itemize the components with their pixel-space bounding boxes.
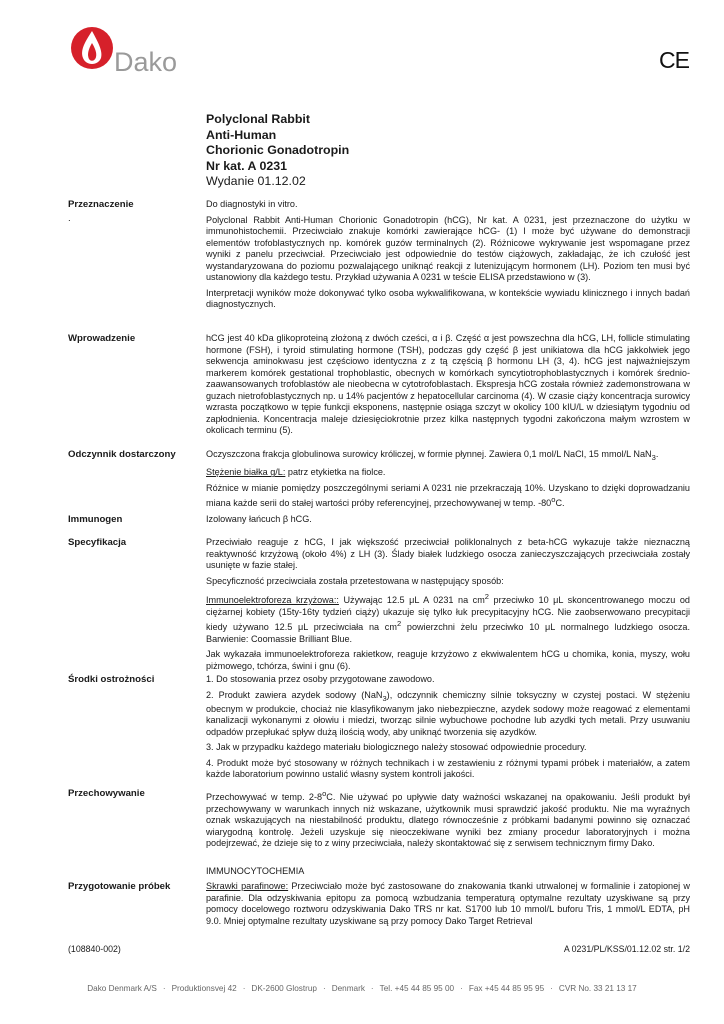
address-separator: · bbox=[550, 984, 553, 993]
company-address bbox=[0, 984, 724, 993]
paragraph: 3. Jak w przypadku każdego materiału biologicznego należy stosować odpowiednie procedury. bbox=[206, 742, 587, 753]
paragraph: Izolowany łańcuch β hCG. bbox=[206, 514, 312, 524]
dako-wordmark: Dako bbox=[114, 47, 178, 76]
paragraph: Przeciwiało reaguje z hCG, I jak większość przeciwciał poliklonalnych z beta-hCG wykazuje także nieznaczną reaktywność krzyżową (około 4%) z LH (3). Ślady białek ludzkiego osocza zanieczyszczających przeciwciała zostały usunięte w fazie stałej. bbox=[206, 537, 690, 570]
paragraph: Różnice w mianie pomiędzy poszczególnymi seriami A 0231 nie przekraczają 10%. Uzyskano to dzięki doprowadzaniu miana każde serii do stałej wartości próby referencyjnej, przechowywanej w temp. -80$^o$C. bbox=[206, 482, 690, 509]
address-item: DK-2600 Glostrup bbox=[251, 984, 317, 993]
address-separator: · bbox=[460, 984, 463, 993]
heading-immunocytochemia bbox=[206, 866, 690, 882]
address-item: CVR No. 33 21 13 17 bbox=[558, 984, 637, 993]
page-reference: A 0231/PL/KSS/01.12.02 str. 1/2 bbox=[563, 944, 690, 954]
label-dot: . bbox=[68, 213, 71, 224]
paragraph: Do diagnostyki in vitro. bbox=[206, 199, 298, 209]
paragraph: 2. Produkt zawiera azydek sodowy (NaN$_3$), odczynnik chemiczny silnie toksyczny w czystej postaci. W stężeniu obecnym w produkcie, chociaż nie klasyfikowanym jako niebezpieczne, azydek sodowy może reagować z elementami kanalizacji wykonanymi z ołowiu i miedzi, tworząc silnie wybuchowe pochodne lub azydki tych metali. Przy usuwaniu odpadów przepłukać spływ dużą ilością wody, aby uniknąć tworzenia się azydków. bbox=[206, 689, 690, 737]
section-przechowywanie bbox=[206, 788, 690, 854]
catalog-number: Nr kat. A 0231 bbox=[206, 158, 288, 173]
address-separator: · bbox=[242, 984, 246, 993]
address-separator: · bbox=[370, 984, 374, 993]
section-srodki bbox=[206, 674, 690, 785]
paragraph: Interpretacji wyników może dokonywać tylko osoba wykwalifikowana, w kontekście wywiadu klinicznego i innych badań diagnostycznych. bbox=[206, 287, 690, 309]
title-line-1: Polyclonal Rabbit bbox=[206, 112, 310, 126]
paragraph: hCG jest 40 kDa glikoproteiną złożoną z dwóch cześci, α i β. Część α jest powszechna dla hCG, LH, follicle stimulating hormone (FSH), i tyroid stimulating hormone (TSH), podczas gdy część β jest unikiatowa dla hCG jakkolwiek jego sekwencja aminokwasu jest częściowo identyczna z z tą częścią β hormonu LH (3, 4). hCG jest najważniejszym markerem komórek gestational trophoblastic, obecnych w komórkach syncytiotrophoblastycznych i komórek średnio-zaawansowanych trofoblastów ale nieobecna w cytotrofoblastach. Ekspresja hCG została również zademonstrowana w guzach nietrofoblastycznych np. u 14% pacjentów z hepatocellular carcinoma (4). W czasie ciąży koncentracja surowicy wzrasta początkowo w tępie funkcji eksponens, następnie osiąga szczyt w okolicy 100 kIU/L w dziesiątym tygodniu od zapłodnienia. Koncentracja maleje dziesięciokrotnie przez kilka następnych tygodni zakończona małym wzrostem w okolicach terminu (5). bbox=[206, 333, 690, 435]
paragraph: 1. Do stosowania przez osoby przygotowane zawodowo. bbox=[206, 674, 435, 684]
address-separator: · bbox=[322, 984, 326, 993]
label-przeznaczenie: Przeznaczenie bbox=[68, 199, 134, 210]
paragraph: 4. Produkt może być stosowany w różnych technikach i w zestawieniu z różnymi typami próbek i materiałów, a zatem każde laboratorium powinno ustalić własny system kontroli jakości. bbox=[206, 757, 690, 780]
label-odczynnik: Odczynnik dostarczony bbox=[68, 449, 176, 460]
paragraph: Skrawki parafinowe: Przeciwciało może być zastosowane do znakowania tkanki utrwalonej w formalinie i zatopionej w parafinie. Dla odzyskiwania epitopu za pomocą wzbudzania temperaturą optymalne rezultaty uzyskiwane są przy pomocy docelowego roztworu odzyskiwania Dako TRS nr kat. S1700 lub 10 mmol/L buforu Tris, 1 mmol/L EDTA, pH 9.0. Mniej optymalne rezultaty uzyskiwane są przy pomocy Dako Target Retrieval bbox=[206, 881, 691, 926]
title-line-2: Anti-Human bbox=[206, 127, 277, 142]
label-specyfikacja: Specyfikacja bbox=[68, 537, 127, 548]
dako-logo bbox=[68, 26, 192, 76]
paragraph: Oczyszczona frakcja globulinowa surowicy króliczej, w formie płynnej. Zawiera 0,1 mol/L NaCl, 15 mmol/L NaN$_3$. bbox=[206, 449, 659, 462]
product-title bbox=[206, 112, 349, 190]
section-przeznaczenie bbox=[206, 199, 690, 315]
section-wprowadzenie bbox=[206, 333, 690, 441]
address-item: Denmark bbox=[331, 984, 365, 993]
document-code: (108840-002) bbox=[68, 944, 121, 954]
paragraph: Polyclonal Rabbit Anti-Human Chorionic Gonadotropin (hCG), Nr kat. A 0231, jest przeznaczone do użytku w immunohistochemii. Przeciwciało znakuje komórki zawierające hCG- (1) I może być używane do demonstracji elementów trofoblastycznych np. komórek guzów terminalnych (2). Różnicowe wykrywanie jest wspomagane przez wyniki z panelu przeciwciał. Przeciwciało jest odpowiednie do testów ciążowych, zakładając, że ich czułość jest wystandaryzowana do poziomu pozwalającego uniknąć reakcji z lutenizującym hormonem (LH). Poziom ten musi być ustanowiony dla każdego testu. Przykład używania A 0231 w teście ELISA przedstawiono w (3). bbox=[206, 214, 690, 282]
label-przechowywanie: Przechowywanie bbox=[68, 788, 145, 799]
paragraph: Specyficzność przeciwciała została przetestowana w następujący sposób: bbox=[206, 575, 504, 586]
label-przygotowanie: Przygotowanie próbek bbox=[68, 881, 171, 892]
paragraph: Immunoelektroforeza krzyżowa:: Używając 12.5 μL A 0231 na $cm^2$ przeciwko 10 μL skoncentrowanego moczu od ciężarnej kobiety (15ty-16ty tydzień ciąży) ukazuje się tylko łuk precypitacyjny hCG. Nie zaobserwowano precypitacji kiedy używano 12.5 μL przeciwciała na $cm^2$ powierzchni żelu przeciwko 10 μL normalnego ludzkiego osocza. Barwienie: Coomassie Brilliant Blue. bbox=[206, 592, 690, 644]
label-immunogen: Immunogen bbox=[68, 514, 123, 525]
address-separator: · bbox=[162, 984, 166, 993]
label-wprowadzenie: Wprowadzenie bbox=[68, 333, 136, 344]
title-line-3: Chorionic Gonadotropin bbox=[206, 143, 350, 157]
label-srodki: Środki ostrożności bbox=[68, 674, 155, 685]
section-specyfikacja bbox=[206, 537, 690, 676]
address-item: Produktionsvej 42 bbox=[171, 984, 237, 993]
paragraph: Jak wykazała immunoelektroforeza rakietkow, reaguje krzyżowo z ekwiwalentem hCG u chomika, konia, myszy, wołu piżmowego, tchórza, świni i gnu (6). bbox=[206, 649, 690, 671]
address-item: Fax +45 44 85 95 95 bbox=[468, 984, 545, 993]
subheading: IMMUNOCYTOCHEMIA bbox=[206, 866, 305, 876]
section-odczynnik bbox=[206, 449, 690, 514]
address-item: Dako Denmark A/S bbox=[87, 984, 157, 993]
address-item: Tel. +45 44 85 95 00 bbox=[379, 984, 455, 993]
paragraph: Przechowywać w temp. 2-8$^o$C. Nie używać po upływie daty ważności wskazanej na opakowaniu. Jeśli produkt był przechowywany w warunkach innych niż wskazane, użytkownik musi sprawdzić jakość produktu. Nie ma wyraźnych oznak wskazujących na niestabilność produktu, dlatego równocześnie z próbkami badanymi powinno się oznaczać wiarygodną kontrolę. Jeżeli uzyskuje się nieoczekiwane wyniki bez zmiany procedur laboratoryjnych i można podejrzewać, że dzieje się to z winy przeciwciała, należy skontaktować się z serwisem technicznym firmy Dako. bbox=[206, 789, 690, 849]
section-przygotowanie bbox=[206, 881, 690, 931]
section-immunogen bbox=[206, 514, 690, 530]
ce-mark: CE bbox=[659, 47, 689, 73]
edition: Wydanie 01.12.02 bbox=[206, 174, 306, 188]
paragraph: Stężenie białka g/L: patrz etykietka na fiolce. bbox=[206, 467, 386, 478]
